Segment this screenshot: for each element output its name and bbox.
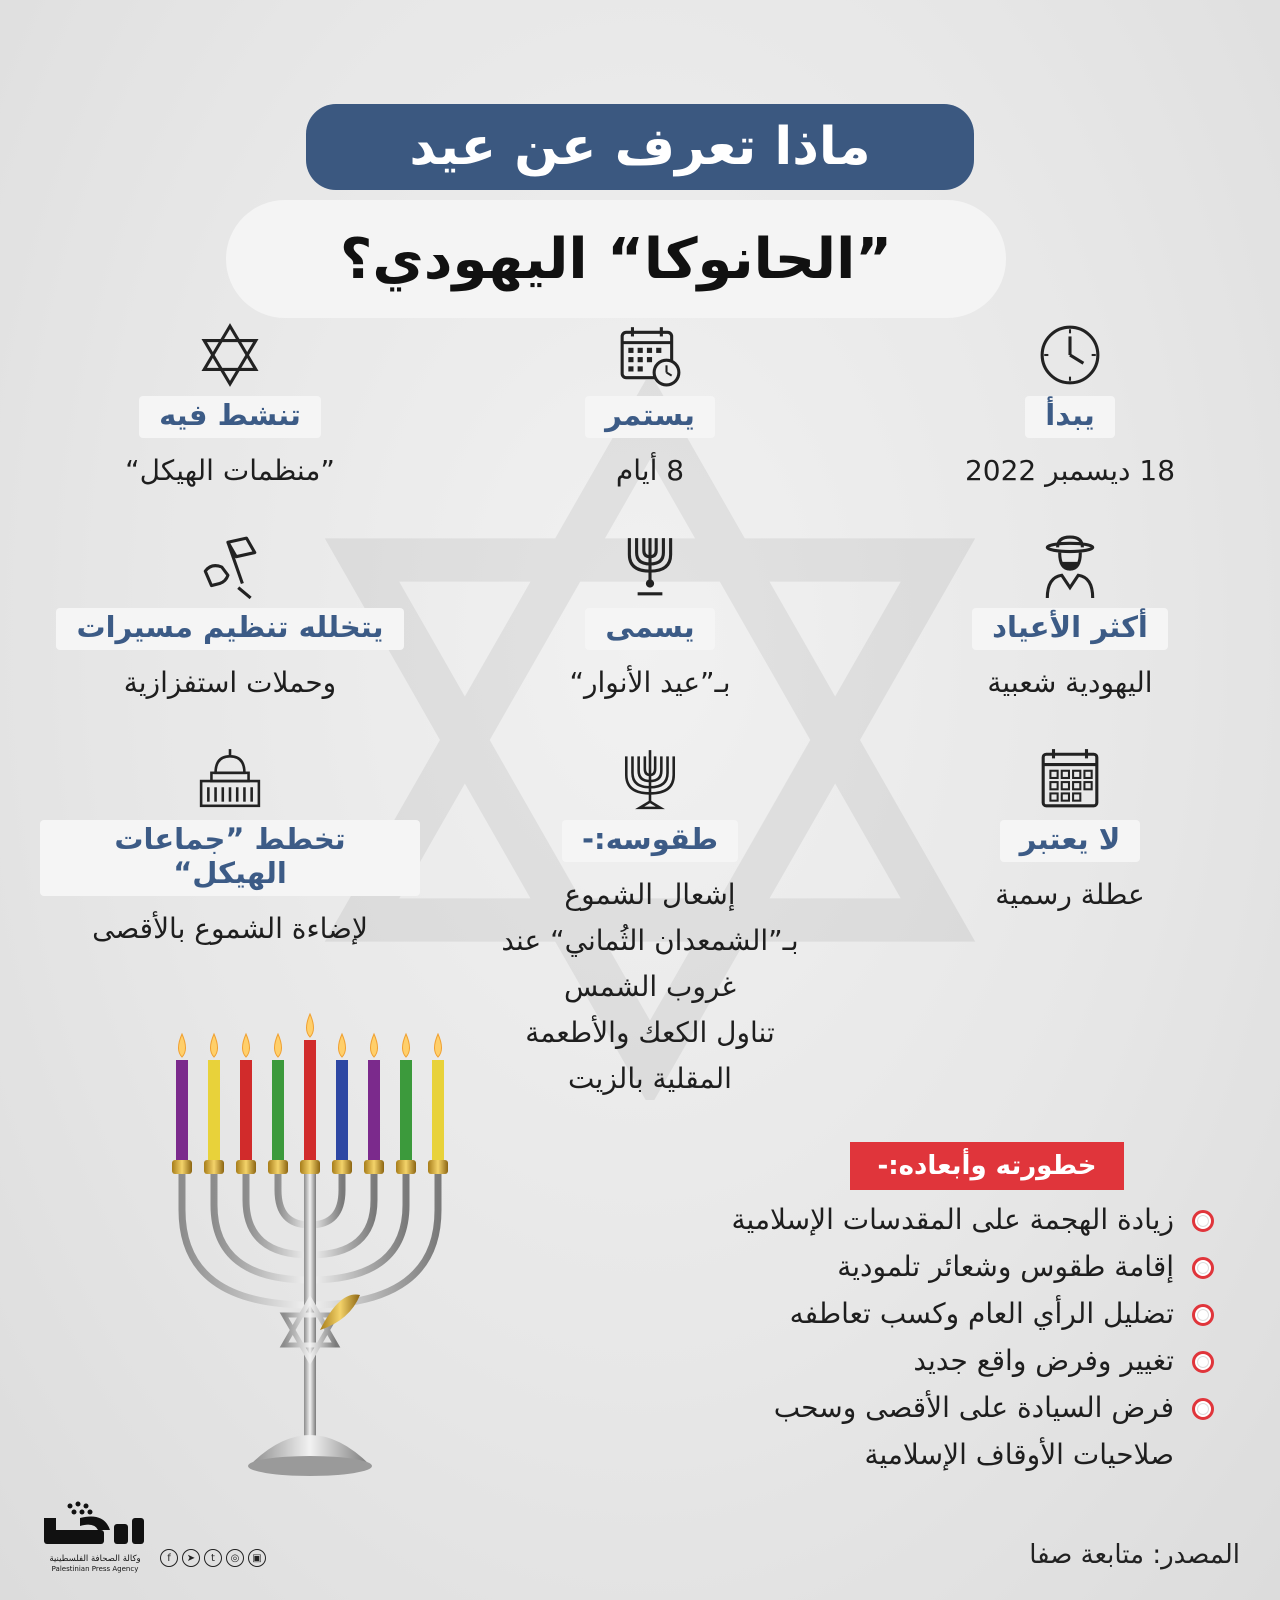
candle-flame (403, 1034, 410, 1057)
candle-flame (243, 1034, 250, 1057)
candle-flame (179, 1034, 186, 1057)
cell-value: بـ”عيد الأنوار“ (569, 666, 731, 699)
telegram-icon[interactable]: ➤ (182, 1549, 200, 1567)
candle-cup (428, 1160, 448, 1174)
dangers-header: خطورته وأبعاده:- (850, 1142, 1124, 1190)
logo-text-english: Palestinian Press Agency (51, 1565, 139, 1573)
safa-logo (40, 1500, 150, 1574)
candle (240, 1060, 252, 1160)
instagram-icon[interactable]: ▣ (248, 1549, 266, 1567)
cell-value: اليهودية شعبية (987, 666, 1153, 699)
candle-flame (307, 1014, 314, 1037)
candle-flame (371, 1034, 378, 1057)
candle-cup (268, 1160, 288, 1174)
menorah-icon (617, 534, 683, 600)
info-cell-start (880, 322, 1260, 494)
cell-label: يسمى (585, 608, 714, 650)
candle-cup (364, 1160, 384, 1174)
bullet-icon (1192, 1398, 1214, 1420)
cell-value: إشعال الشموع بـ”الشمعدان الثُماني“ عند غروب الشمس تناول الكعك والأطعمة المقلية بالزيت (501, 878, 799, 1095)
whatsapp-icon[interactable]: ◎ (226, 1549, 244, 1567)
candle (368, 1060, 380, 1160)
calendar-icon (1037, 746, 1103, 812)
safa-logo-mark (40, 1500, 150, 1552)
list-item: تضليل الرأي العام وكسب تعاطفه (600, 1290, 1220, 1337)
protest-flag-icon (197, 534, 263, 600)
list-item: إقامة طقوس وشعائر تلمودية (600, 1243, 1220, 1290)
candle-cup (204, 1160, 224, 1174)
info-cell-name (460, 534, 840, 706)
star-of-david-icon (197, 322, 263, 388)
calendar-clock-icon (617, 322, 683, 388)
dangers-list (600, 1196, 1220, 1478)
title-banner (306, 104, 974, 190)
bullet-icon (1192, 1257, 1214, 1279)
source-credit: المصدر: متابعة صفا (1029, 1540, 1240, 1570)
candle (400, 1060, 412, 1160)
candle-flame (435, 1034, 442, 1057)
candle (304, 1040, 316, 1160)
logo-text-arabic: وكالة الصحافة الفلسطينية (49, 1554, 141, 1564)
list-item: تغيير وفرض واقع جديد (600, 1337, 1220, 1384)
candle-cup (396, 1160, 416, 1174)
bullet-icon (1192, 1304, 1214, 1326)
cell-label: تنشط فيه (139, 396, 321, 438)
cell-value: ”منظمات الهيكل“ (125, 454, 335, 487)
info-cell-active (40, 322, 420, 494)
cell-value: عطلة رسمية (995, 878, 1145, 911)
page-subtitle: ”الحانوكا“ اليهودي؟ (339, 226, 893, 292)
candle (432, 1060, 444, 1160)
cell-label: يبدأ (1025, 396, 1114, 438)
cell-label: طقوسه:- (562, 820, 738, 862)
cell-label: يتخلله تنظيم مسيرات (56, 608, 403, 650)
bullet-icon (1192, 1351, 1214, 1373)
info-cell-marches (40, 534, 420, 706)
social-icons (160, 1549, 266, 1567)
cell-label: تخطط ”جماعات الهيكل“ (40, 820, 420, 896)
hanukkiah-icon (617, 746, 683, 812)
list-item: زيادة الهجمة على المقدسات الإسلامية (600, 1196, 1220, 1243)
info-cell-duration (460, 322, 840, 494)
list-item: فرض السيادة على الأقصى وسحب صلاحيات الأوقاف الإسلامية (600, 1384, 1220, 1478)
candle-flame (339, 1034, 346, 1057)
cell-value: لإضاءة الشموع بالأقصى (92, 912, 368, 945)
info-cell-holiday (880, 746, 1260, 918)
info-cell-popular (880, 534, 1260, 706)
cell-label: يستمر (585, 396, 715, 438)
page-title: ماذا تعرف عن عيد (409, 117, 871, 177)
menorah-illustration (160, 1010, 460, 1490)
orthodox-man-icon (1037, 534, 1103, 600)
candle (208, 1060, 220, 1160)
cell-label: لا يعتبر (1000, 820, 1141, 862)
clock-icon (1037, 322, 1103, 388)
cell-label: أكثر الأعياد (972, 608, 1168, 650)
candle (272, 1060, 284, 1160)
cell-value: 18 ديسمبر 2022 (964, 454, 1176, 487)
dome-mosque-icon (197, 746, 263, 812)
candle (336, 1060, 348, 1160)
info-cell-plan (40, 746, 420, 952)
candle-cup (172, 1160, 192, 1174)
bullet-icon (1192, 1210, 1214, 1232)
info-cell-rituals (460, 746, 840, 1102)
subtitle-banner (226, 200, 1006, 318)
candle-cup (332, 1160, 352, 1174)
twitter-icon[interactable]: t (204, 1549, 222, 1567)
candle-cup (300, 1160, 320, 1174)
candle-flame (211, 1034, 218, 1057)
cell-value: وحملات استفزازية (123, 666, 337, 699)
candle (176, 1060, 188, 1160)
cell-value: 8 أيام (615, 454, 685, 487)
candle-flame (275, 1034, 282, 1057)
facebook-icon[interactable]: f (160, 1549, 178, 1567)
candle-cup (236, 1160, 256, 1174)
